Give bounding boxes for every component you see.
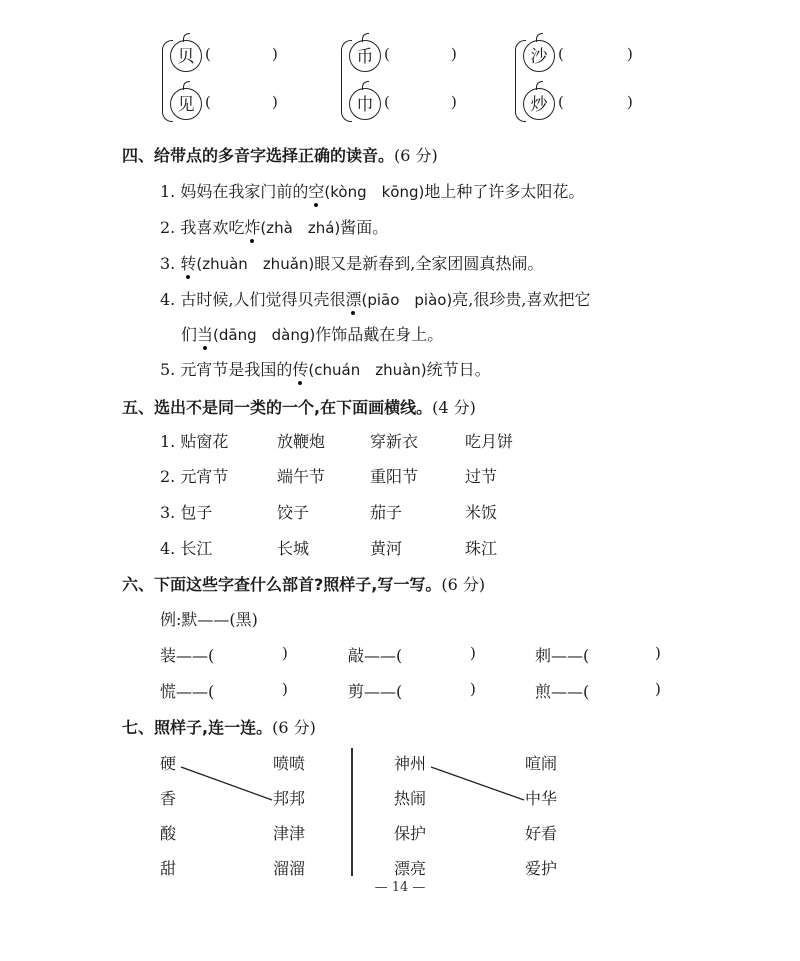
question-item: 4. 古时候,人们觉得贝壳很漂(piāo piào)亮,很珍贵,喜欢把它: [160, 290, 591, 309]
section-5-title: 五、选出不是同一类的一个,在下面画横线。(4 分): [122, 398, 476, 417]
word-cell: 过节: [465, 467, 498, 486]
word-cell: 长城: [277, 539, 310, 558]
apple-char: 见: [170, 88, 202, 120]
apple-char: 沙: [523, 40, 555, 72]
word-cell: 茄子: [370, 503, 403, 522]
example-line-left: [181, 767, 272, 800]
word-cell: 4. 长江: [160, 539, 213, 558]
question-item: 5. 元宵节是我国的传(chuán zhuàn)统节日。: [160, 360, 491, 379]
question-item-continued: 们当(dāng dàng)作饰品戴在身上。: [181, 325, 444, 344]
apple-char: 贝: [170, 40, 202, 72]
word-cell: 珠江: [465, 539, 498, 558]
match-left-word[interactable]: 酸: [160, 824, 177, 843]
match-left-target[interactable]: 邦邦: [273, 789, 306, 808]
match-right-word[interactable]: 漂亮: [394, 859, 427, 878]
apple-char: 炒: [523, 88, 555, 120]
word-cell: 2. 元宵节: [160, 467, 229, 486]
question-item: 2. 我喜欢吃炸(zhà zhá)酱面。: [160, 218, 389, 237]
apple-char: 巾: [349, 88, 381, 120]
match-right-word[interactable]: 保护: [394, 824, 427, 843]
match-right-target[interactable]: 爱护: [525, 859, 558, 878]
section-7-title: 七、照样子,连一连。(6 分): [122, 718, 316, 737]
example-line-right: [431, 767, 524, 800]
radical-item: 慌——(: [160, 682, 215, 701]
paren-open: (: [205, 93, 211, 111]
paren-open: (: [384, 93, 390, 111]
match-right-word[interactable]: 热闹: [394, 789, 427, 808]
paren-open: (: [558, 93, 564, 111]
example-line: 例:默——(黑): [160, 610, 258, 629]
radical-item: 敲——(: [348, 646, 403, 665]
paren-close: ): [451, 45, 457, 63]
apple-char: 币: [349, 40, 381, 72]
paren-close: ): [627, 45, 633, 63]
radical-item: 煎——(: [535, 682, 590, 701]
paren-open: (: [558, 45, 564, 63]
page-number: — 14 —: [374, 880, 426, 895]
match-left-word[interactable]: 甜: [160, 859, 177, 878]
match-right-word[interactable]: 神州: [394, 754, 427, 773]
match-right-target[interactable]: 中华: [525, 789, 558, 808]
word-cell: 黄河: [370, 539, 403, 558]
match-left-target[interactable]: 溜溜: [273, 859, 306, 878]
question-item: 1. 妈妈在我家门前的空(kòng kōng)地上种了许多太阳花。: [160, 182, 585, 201]
paren-close: ): [470, 644, 476, 662]
word-cell: 1. 贴窗花: [160, 432, 229, 451]
section-4-title: 四、给带点的多音字选择正确的读音。(6 分): [122, 146, 438, 165]
match-right-target[interactable]: 好看: [525, 824, 558, 843]
paren-close: ): [282, 680, 288, 698]
match-left-target[interactable]: 津津: [273, 824, 306, 843]
match-left-word[interactable]: 香: [160, 789, 177, 808]
match-right-target[interactable]: 喧闹: [525, 754, 558, 773]
paren-open: (: [205, 45, 211, 63]
paren-close: ): [627, 93, 633, 111]
divider-line: [351, 748, 353, 876]
paren-close: ): [655, 644, 661, 662]
radical-item: 剪——(: [348, 682, 403, 701]
match-left-target[interactable]: 喷喷: [273, 754, 306, 773]
paren-close: ): [451, 93, 457, 111]
word-cell: 3. 包子: [160, 503, 213, 522]
radical-item: 刺——(: [535, 646, 590, 665]
paren-close: ): [470, 680, 476, 698]
word-cell: 端午节: [277, 467, 326, 486]
word-cell: 穿新衣: [370, 432, 419, 451]
word-cell: 放鞭炮: [277, 432, 326, 451]
question-item: 3. 转(zhuàn zhuǎn)眼又是新春到,全家团圆真热闹。: [160, 254, 544, 273]
section-6-title: 六、下面这些字查什么部首?照样子,写一写。(6 分): [122, 575, 486, 594]
paren-close: ): [272, 93, 278, 111]
match-left-word[interactable]: 硬: [160, 754, 177, 773]
radical-item: 装——(: [160, 646, 215, 665]
word-cell: 吃月饼: [465, 432, 514, 451]
paren-open: (: [384, 45, 390, 63]
word-cell: 重阳节: [370, 467, 419, 486]
paren-close: ): [272, 45, 278, 63]
word-cell: 饺子: [277, 503, 310, 522]
word-cell: 米饭: [465, 503, 498, 522]
paren-close: ): [655, 680, 661, 698]
paren-close: ): [282, 644, 288, 662]
